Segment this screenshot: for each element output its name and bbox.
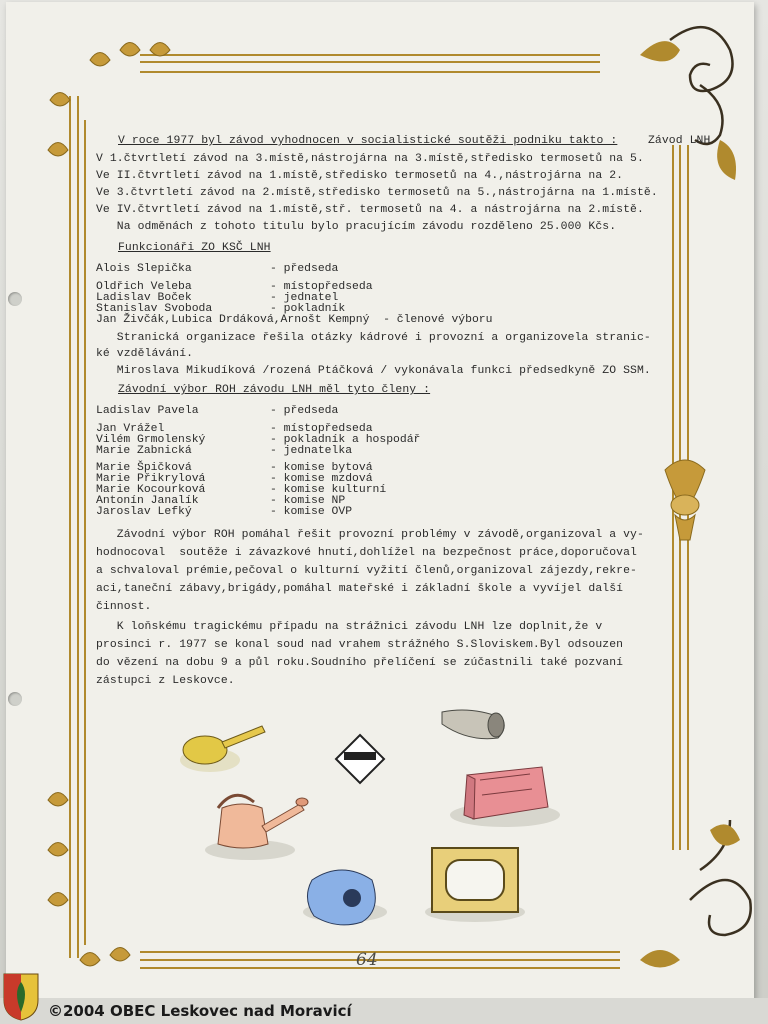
roh-member-row: Marie Kocourková - komise kulturní — [96, 484, 387, 496]
quarter-line: V 1.čtvrtletí závod na 3.místě,nástrojárna na 3.místě,středisko termosetů na 5. — [96, 153, 644, 165]
heading-line: V roce 1977 byl závod vyhodnocen v socialistické soutěži podniku takto : — [118, 135, 618, 147]
roh-member-row: Antonín Janalík - komise NP — [96, 495, 346, 507]
bottle-illustration — [442, 710, 504, 739]
roh-member-row: Marie Přikrylová - komise mzdová — [96, 473, 373, 485]
roh-member-row: Jaroslav Lefký - komise OVP — [96, 506, 353, 518]
ksc-paragraph: ké vzdělávání. — [96, 348, 194, 360]
quarter-line: Ve II.čtvrtletí závod na 1.místě,středisko termosetů na 4.,nástrojárna na 2. — [96, 170, 624, 182]
heading-right: Závod LNH — [648, 135, 711, 147]
quarter-line: Ve 3.čtvrtletí závod na 2.místě,středisko termosetů na 5.,nástrojárna na 1.místě. — [96, 187, 658, 199]
incident-line: zástupci z Leskovce. — [96, 675, 235, 687]
ksc-member-row: Ladislav Boček - jednatel — [96, 292, 339, 304]
roh-paragraph-line: činnost. — [96, 601, 152, 613]
page-number: 64 — [356, 950, 378, 970]
watering-can-illustration — [205, 795, 308, 860]
ksc-title: Funkcionáři ZO KSČ LNH — [118, 242, 271, 254]
reward-line: Na odměnách z tohoto titulu bylo pracujícím závodu rozděleno 25.000 Kčs. — [96, 221, 617, 233]
crate-illustration — [450, 767, 560, 827]
roh-title: Závodní výbor ROH závodu LNH měl tyto členy : — [118, 384, 431, 396]
copyright-footer: ©2004 OBEC Leskovec nad Moravicí — [48, 1002, 352, 1020]
quarter-line: Ve IV.čtvrtletí závod na 1.místě,stř. termosetů na 4. a nástrojárna na 2.místě. — [96, 204, 644, 216]
roh-paragraph-line: a schvaloval prémie,pečoval o kulturní vyžití členů,organizoval zájezdy,rekre- — [96, 565, 637, 577]
roh-member-row: Marie Špičková - komise bytová — [96, 462, 373, 474]
coat-of-arms-icon — [2, 972, 40, 1022]
tv-frame-illustration — [425, 848, 525, 922]
incident-line: do vězení na dobu 9 a půl roku.Soudního přelíčení se zúčastnili také pozvaní — [96, 657, 624, 669]
roh-paragraph-line: hodnocoval soutěže i závazkové hnutí,dohlížel na bezpečnost práce,doporučoval — [96, 547, 637, 559]
gas-mask-illustration — [303, 870, 387, 925]
ksc-member-row: Stanislav Svoboda - pokladník — [96, 303, 346, 315]
roh-member-row: Marie Zabnická - jednatelka — [96, 445, 353, 457]
ksc-member-row: Alois Slepička - předseda — [96, 263, 339, 275]
incident-line: prosinci r. 1977 se konal soud nad vrahem strážného S.Sloviskem.Byl odsouzen — [96, 639, 624, 651]
ksc-extra-members: Jan Živčák,Lubica Drdáková,Arnošt Kempný - členové výboru — [96, 314, 493, 326]
ladle-illustration — [180, 726, 265, 772]
ksc-paragraph: Stranická organizace řešila otázky kádrové i provozní a organizovela stranic- — [96, 332, 651, 344]
roh-paragraph-line: Závodní výbor ROH pomáhal řešit provozní problémy v závodě,organizoval a vy- — [96, 529, 644, 541]
ssm-paragraph: Miroslava Mikudíková /rozená Ptáčková / vykonávala funkci předsedkyně ZO SSM. — [96, 365, 651, 377]
roh-member-row: Ladislav Pavela - předseda — [96, 405, 339, 417]
ksc-member-row: Oldřich Veleba - místopředseda — [96, 281, 373, 293]
incident-line: K loňskému tragickému případu na strážnici závodu LNH lze doplnit,že v — [96, 621, 603, 633]
roh-member-row: Vilém Grmolenský - pokladník a hospodář — [96, 434, 421, 446]
logo-illustration — [336, 735, 384, 783]
roh-paragraph-line: aci,taneční zábavy,brigády,pomáhal mateřské i základní škole a vyvíjel další — [96, 583, 624, 595]
roh-member-row: Jan Vrážel - místopředseda — [96, 423, 373, 435]
